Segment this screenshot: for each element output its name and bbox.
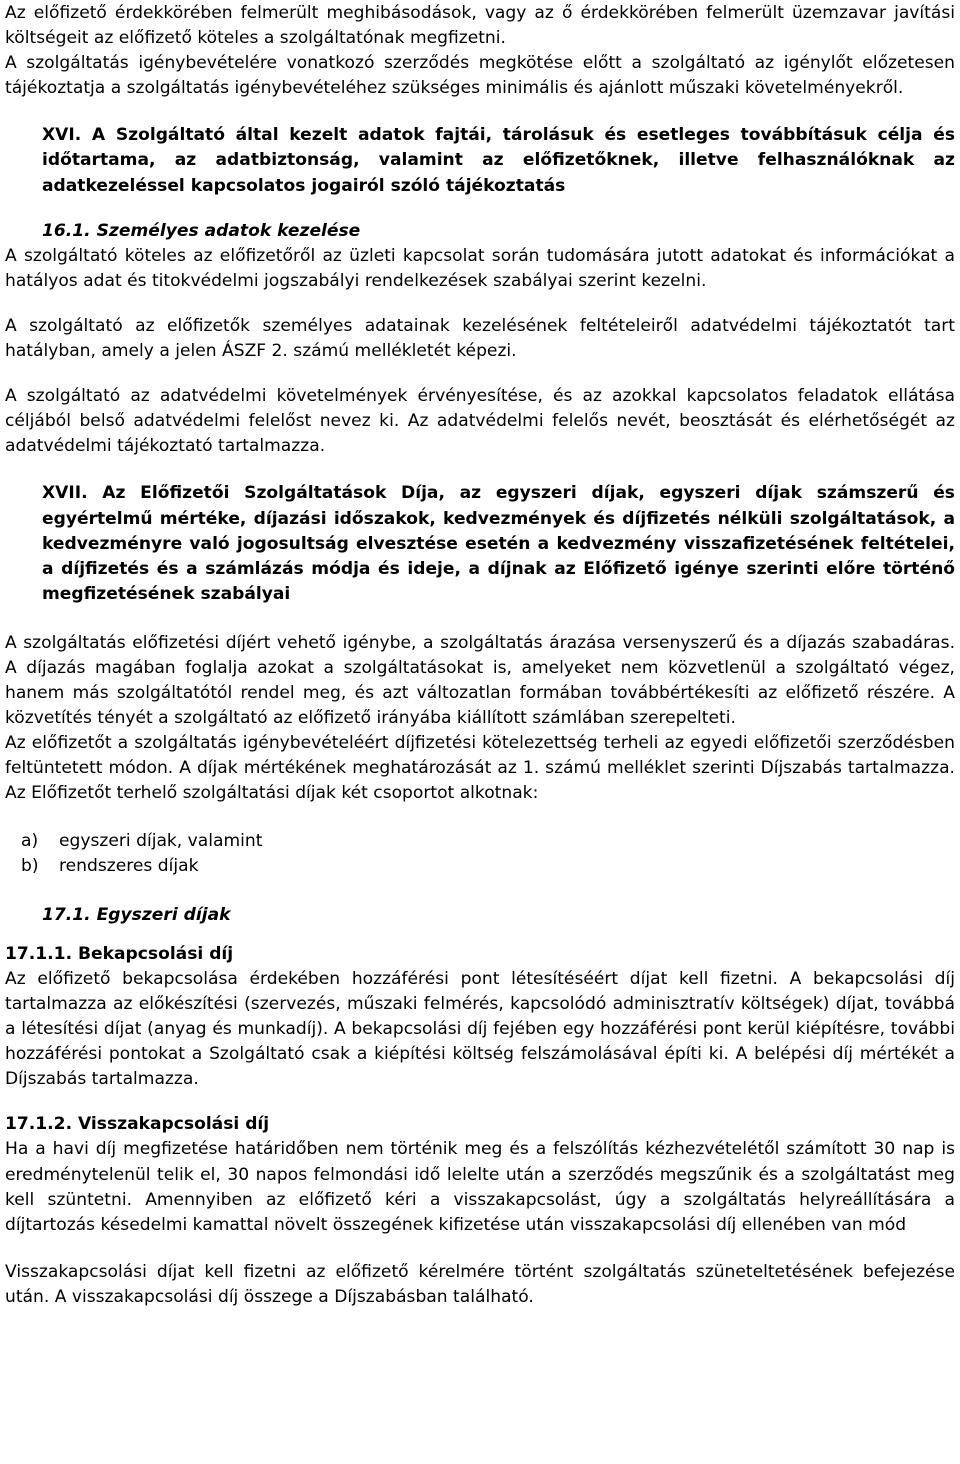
- heading-16-1: 16.1. Személyes adatok kezelése: [42, 220, 361, 241]
- paragraph-adatkezeles: A szolgáltató köteles az előfizetőről az üzleti kapcsolat során tudomására jutott adatokat és információkat a hatályos adat és titokvédelmi jogszabályi rendelkezések szabályai szerint kezelni.: [5, 245, 955, 291]
- paragraph-visszakapcsolas-feltetelei: Ha a havi díj megfizetése határidőben nem történik meg és a felszólítás kézhezvételétől számított 30 nap is eredménytelenül telik el, 30 napos felmondási idő lelelte után a szerződés megszűnik és a szolgáltatást meg kell szüntetni. Amennyiben az előfizető kéri a visszakapcsolást, úgy a szolgáltatás helyreállítására a díjtartozás késedelmi kamattal növelt összegének kifizetése után visszakapcsolási díj ellenében van mód: [5, 1139, 955, 1235]
- paragraph-meghibasodas: Az előfizető érdekkörében felmerült meghibásodások, vagy az ő érdekkörében felmerült üzemzavar javítási költségeit az előfizető köteles a szolgáltatónak megfizetni.: [5, 3, 955, 49]
- paragraph-adatvedelmi-tajekoztato: A szolgáltató az előfizetők személyes adatainak kezelésének feltételeiről adatvédelmi tájékoztatót tart hatályban, amely a jelen ÁSZF 2. számú mellékletét képezi.: [5, 315, 955, 362]
- heading-17-1-1: 17.1.1. Bekapcsolási díj: [5, 943, 234, 964]
- paragraph-elofizetesi-dij: A szolgáltatás előfizetési díjért vehető igénybe, a szolgáltatás árazása versenyszerű és a díjazás szabadáras. A díjazás magában foglalja azokat a szolgáltatásokat is, amelyeket nem közvetlenül a szolgáltató végez, hanem más szolgáltatótól rendel meg, és azt változatlan formában továbbértékesíti az előfizető részére. A közvetítés tényét a szolgáltató az előfizető irányába kiállított számlában szerepelteti.: [5, 632, 955, 729]
- paragraph-bekapcsolasi-dij: Az előfizető bekapcsolása érdekében hozzáférési pont létesítéséért díjat kell fizetni. A bekapcsolási díj tartalmazza az előkészítési (szervezés, műszaki felmérés, kapcsolódó adminisztratív költségek) díjat, továbbá a létesítési díjat (anyag és munkadíj). A bekapcsolási díj fejében egy hozzáférési pont kerül kiépítésre, további hozzáférési pontokat a Szolgáltató csak a kiépítési költség felszámolásával építi ki. A belépési díj mértékét a Díjszabás tartalmazza.: [5, 968, 955, 1090]
- paragraph-dijfizetesi-kotelezettseg: Az előfizetőt a szolgáltatás igénybevételéért díjfizetési kötelezettség terheli az egyedi előfizetői szerződésben feltüntetett módon. A díjak mértékének meghatározását az 1. számú melléklet szerinti Díjszabás tartalmazza. Az Előfizetőt terhelő szolgáltatási díjak két csoportot alkotnak:: [5, 733, 955, 804]
- list-item: a) egyszeri díjak, valamint: [21, 830, 263, 851]
- list-item: b) rendszeres díjak: [21, 855, 199, 876]
- heading-17-1-2: 17.1.2. Visszakapcsolási díj: [5, 1114, 270, 1135]
- fee-group-list: [5, 829, 955, 879]
- heading-17-1: 17.1. Egyszeri díjak: [42, 904, 231, 925]
- paragraph-adatvedelmi-felelos: A szolgáltató az adatvédelmi követelmények érvényesítése, és az azokkal kapcsolatos feladatok ellátása céljából belső adatvédelmi felelőst nevez ki. Az adatvédelmi felelős nevét, beosztását és elérhetőségét az adatvédelmi tájékoztató tartalmazza.: [5, 386, 955, 457]
- heading-xvi: XVI. A Szolgáltató által kezelt adatok fajtái, tárolásuk és esetleges továbbításuk célja és időtartama, az adatbiztonság, valamint az előfizetőknek, illetve felhasználóknak az adatkezeléssel kapcsolatos jogairól szóló tájékoztatás: [42, 125, 955, 196]
- paragraph-tajekoztatas: A szolgáltatás igénybevételére vonatkozó szerződés megkötése előtt a szolgáltató az igénylőt előzetesen tájékoztatja a szolgáltatás igénybevételéhez szükséges minimális és ajánlott műszaki követelményekről.: [5, 53, 955, 99]
- paragraph-visszakapcsolasi-dij: Visszakapcsolási díjat kell fizetni az előfizető kérelmére történt szolgáltatás szüneteltetésének befejezése után. A visszakapcsolási díj összege a Díjszabásban található.: [5, 1261, 955, 1307]
- heading-xvii: XVII. Az Előfizetői Szolgáltatások Díja, az egyszeri díjak, egyszeri díjak számszerű és egyértelmű mértéke, díjazási időszakok, kedvezmények és díjfizetés nélküli szolgáltatások, a kedvezményre való jogosultság elvesztése esetén a kedvezmény visszafizetésének feltételei, a díjfizetés és a számlázás módja és ideje, a díjnak az Előfizető igénye szerinti előre történő megfizetésének szabályai: [42, 483, 955, 604]
